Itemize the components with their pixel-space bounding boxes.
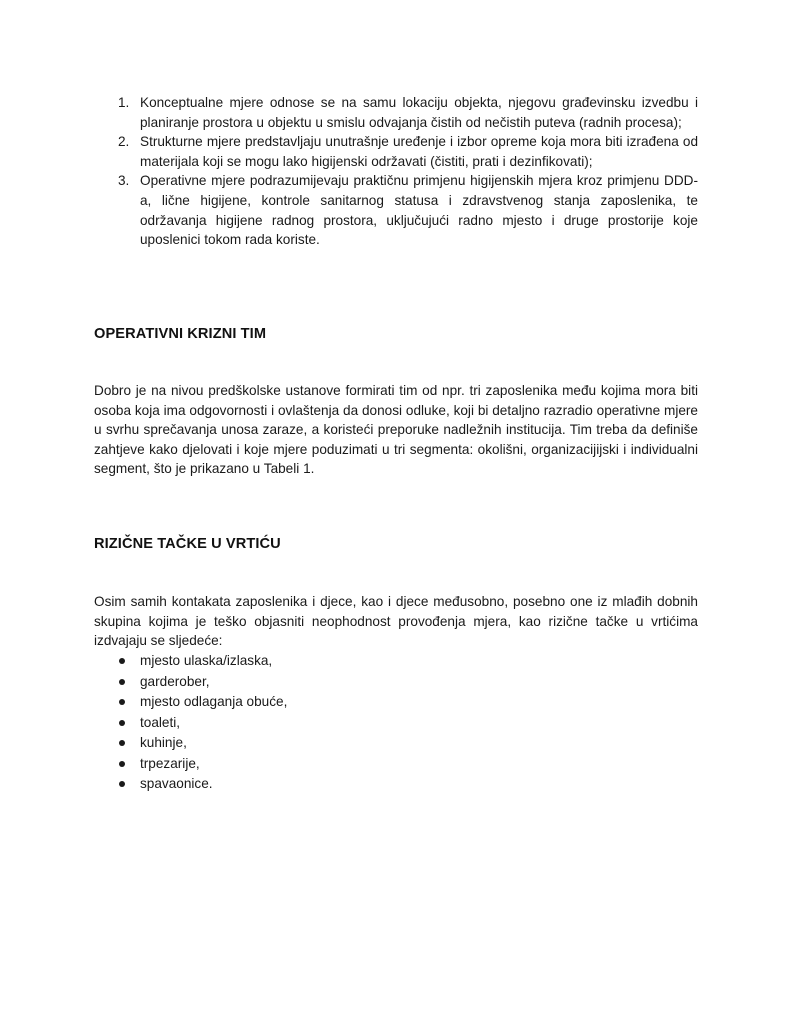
list-item-text: toaleti, — [140, 714, 181, 730]
list-item-text: spavaonice. — [140, 776, 213, 791]
bullet-icon — [119, 679, 125, 685]
list-item — [118, 93, 698, 132]
bullet-icon — [119, 740, 125, 746]
list-item — [118, 651, 287, 672]
list-number: 1. — [118, 95, 130, 110]
list-item — [118, 733, 287, 754]
bullet-icon — [119, 781, 125, 787]
list-item — [118, 672, 287, 693]
section-paragraph-risk-points: Osim samih kontakata zaposlenika i djece, kao i djece međusobno, posebno one iz mlađih dobnih skupina kojima je teško objasniti neophodnost provođenja mjera, kao rizične tačke u vrtićima izdvajaju se sljedeće: — [94, 594, 698, 649]
list-item-text: trpezarije, — [140, 755, 200, 771]
list-item — [118, 774, 287, 795]
list-item-text: Operativne mjere podrazumijevaju praktičnu primjenu higijenskih mjera kroz primjenu DDD-a, lične higijene, kontrole sanitarnog statusa i zdravstvenog stanja zaposlenika, te održavanja higijene radnog prostora, uključujući radno mjesto i druge prostorije koje uposlenici tokom rada koriste. — [140, 173, 698, 248]
numbered-list — [118, 93, 698, 250]
bullet-icon — [119, 699, 125, 705]
section-heading-crisis-team: OPERATIVNI KRIZNI TIM — [94, 326, 267, 342]
list-number: 3. — [118, 173, 130, 189]
list-item-text: Konceptualne mjere odnose se na samu lokaciju objekta, njegovu građevinsku izvedbu i planiranje prostora u objektu u smislu odvajanja čistih od nečistih puteva (radnih procesa); — [140, 95, 698, 130]
list-item-text: Strukturne mjere predstavljaju unutrašnje uređenje i izbor opreme koja mora biti izrađena od materijala koji se mogu lako higijenski održavati (čistiti, prati i dezinfikovati); — [140, 134, 698, 169]
risk-points-list — [118, 651, 287, 795]
list-item-text: mjesto odlaganja obuće, — [140, 694, 288, 709]
list-item-text: mjesto ulaska/izlaska, — [140, 653, 273, 668]
list-item — [118, 713, 287, 734]
section-paragraph-crisis-team: Dobro je na nivou predškolske ustanove formirati tim od npr. tri zaposlenika među kojima mora biti osoba koja ima odgovornosti i ovlaštenja da donosi odluke, koji bi detaljno razradio operativne mjere u svrhu sprečavanja unosa zaraze, a koristeći preporuke nadležnih institucija. Tim treba da definiše zahtjeve kako djelovati i koje mjere poduzimati u tri segmenta: okolišni, organizacijijski i individualni segment, što je prikazano u Tabeli 1. — [94, 383, 698, 477]
bullet-icon — [119, 720, 125, 726]
list-item — [118, 171, 698, 249]
list-item — [118, 754, 287, 775]
section-heading-risk-points: RIZIČNE TAČKE U VRTIĆU — [94, 536, 281, 552]
list-item — [118, 692, 287, 713]
list-number: 2. — [118, 134, 130, 150]
list-item-text: garderober, — [140, 673, 210, 689]
list-item — [118, 132, 698, 171]
list-item-text: kuhinje, — [140, 735, 187, 750]
bullet-icon — [119, 658, 125, 664]
bullet-icon — [119, 761, 125, 767]
